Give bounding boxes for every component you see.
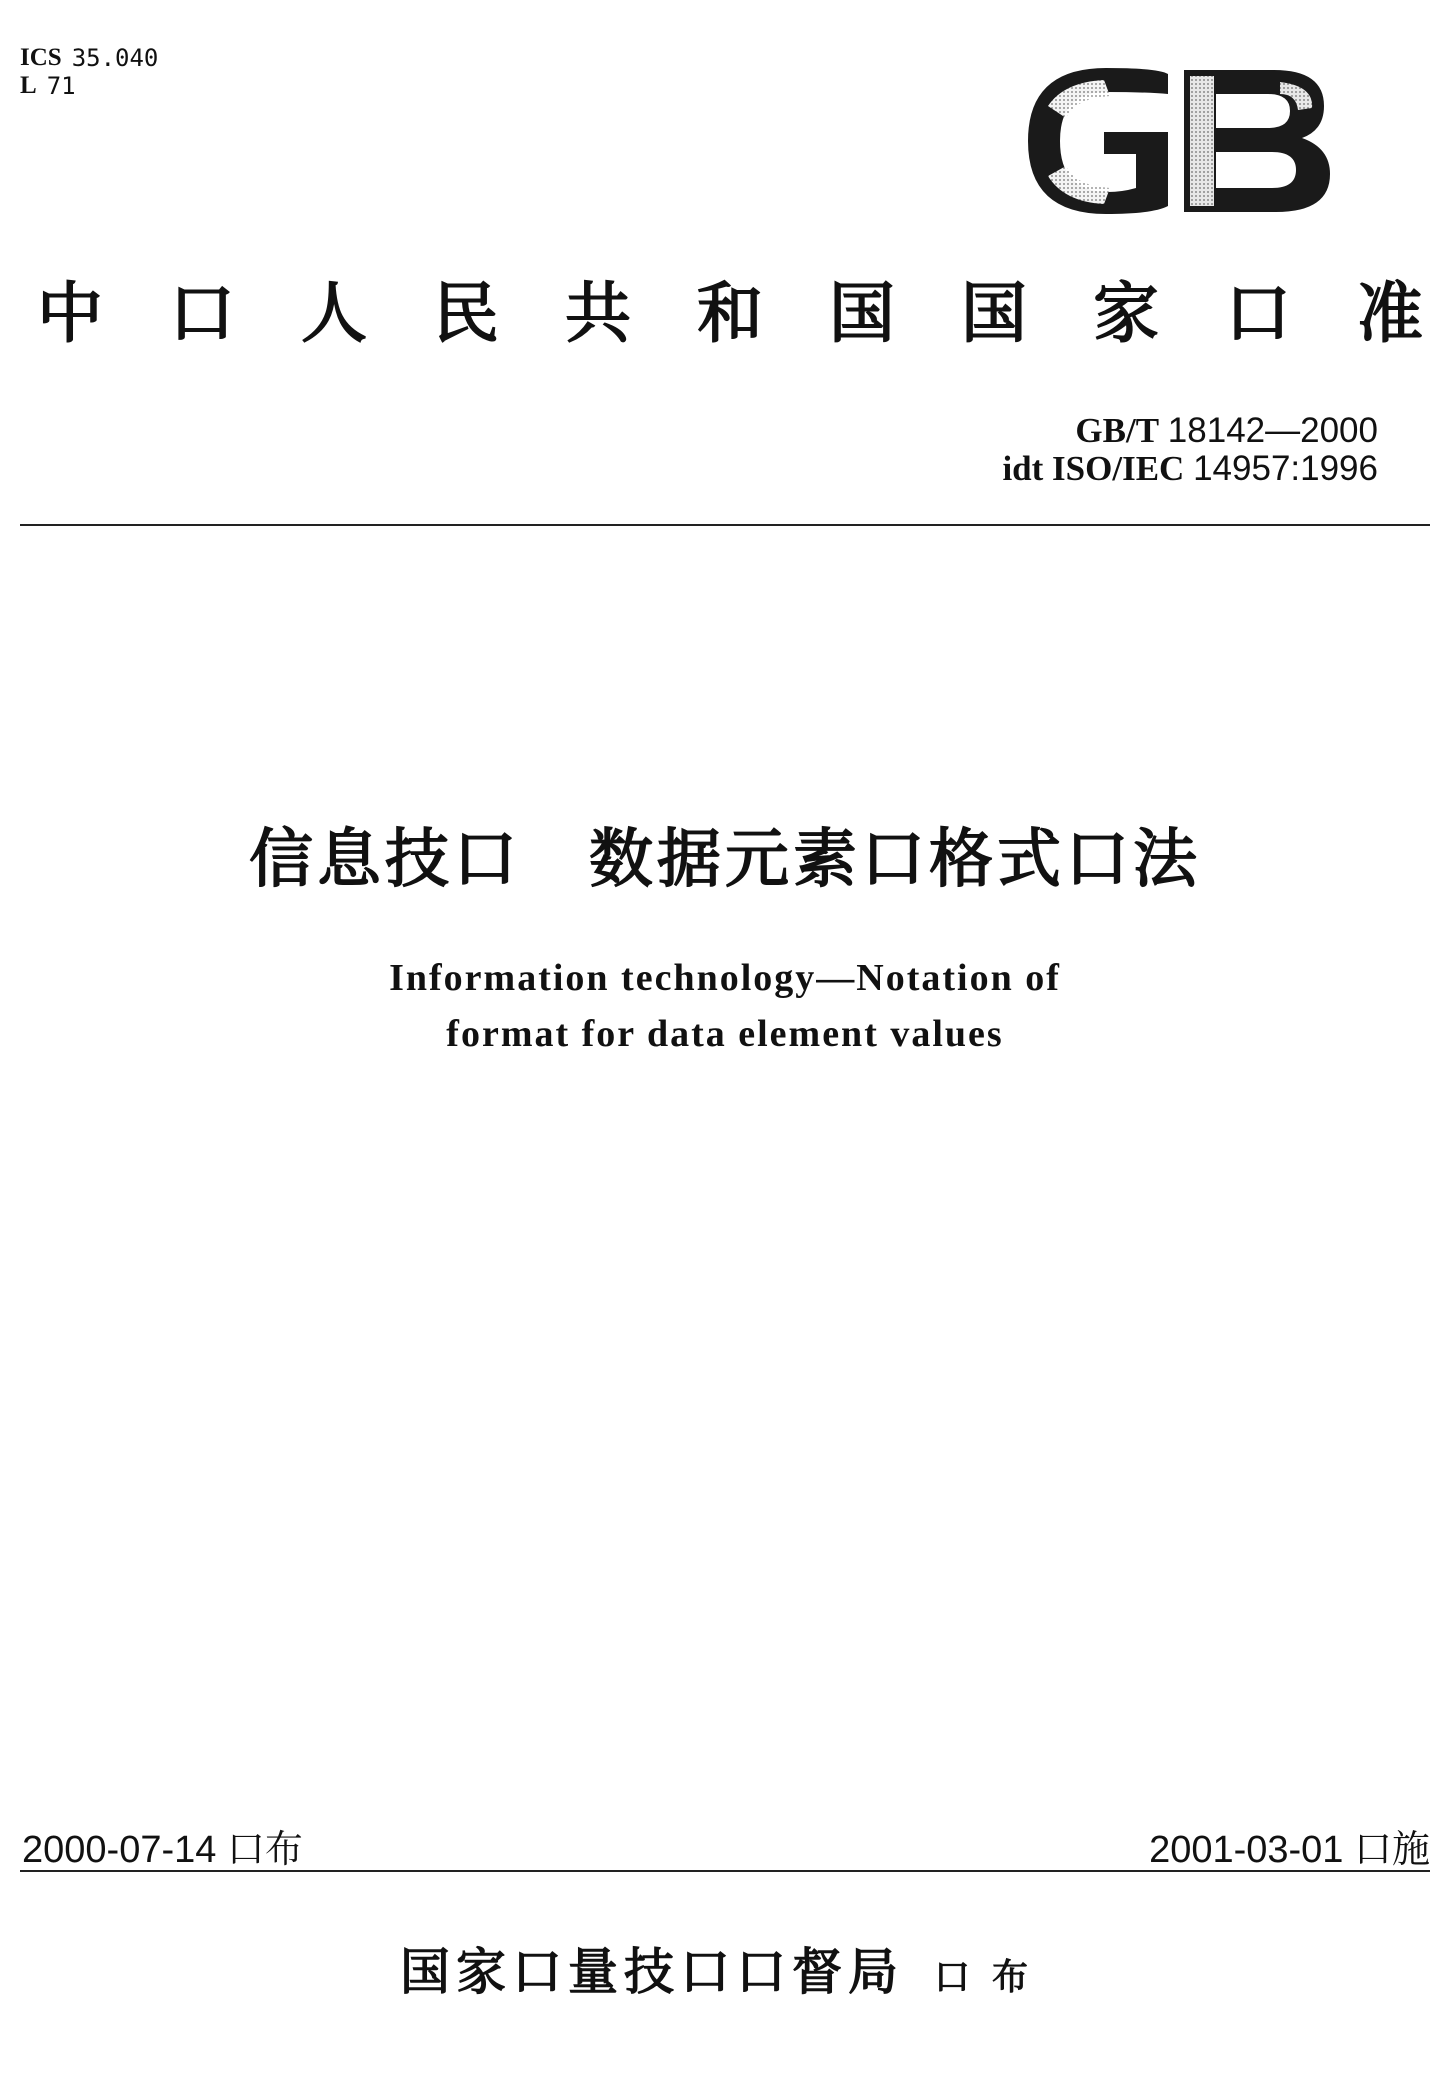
heading-char: 和	[697, 274, 763, 352]
issuing-authority	[0, 1932, 1450, 2004]
classification-codes	[20, 44, 158, 100]
chinese-title: 信息技口 数据元素口格式口法	[249, 823, 1201, 897]
top-divider	[20, 524, 1430, 526]
ics-label: ICS	[20, 44, 62, 71]
l-value: 71	[46, 72, 76, 100]
heading-char: 中	[37, 274, 103, 352]
heading-char: 准	[1357, 274, 1423, 352]
issue-date: 2000-07-14 口布	[22, 1829, 303, 1871]
issuer-suffix: 口布	[933, 1957, 1050, 1998]
heading-char: 国	[829, 274, 895, 352]
english-title-line: Information technology—Notation of	[389, 957, 1061, 999]
english-title-line: format for data element values	[446, 1013, 1004, 1055]
standard-prefix: GB/T	[1075, 411, 1160, 450]
heading-char: 家	[1093, 274, 1159, 352]
equivalent-prefix: idt ISO/IEC	[1002, 449, 1185, 488]
standard-code: 18142—2000	[1167, 411, 1378, 450]
english-title	[0, 950, 1450, 1062]
issuer-name: 国家口量技口口督局	[399, 1943, 904, 2001]
heading-char: 共	[565, 274, 631, 352]
standard-number	[1002, 412, 1378, 488]
heading-char: 口	[1225, 274, 1291, 352]
heading-char: 人	[301, 274, 367, 352]
bottom-divider	[20, 1870, 1430, 1872]
effective-date: 2001-03-01 口施	[1149, 1829, 1430, 1871]
heading-char: 口	[169, 274, 235, 352]
l-label: L	[20, 72, 37, 99]
gb-logo	[1018, 66, 1338, 216]
heading-char: 民	[433, 274, 499, 352]
national-standard-heading	[20, 262, 1440, 352]
heading-char: 国	[961, 274, 1027, 352]
ics-value: 35.040	[71, 44, 159, 72]
equivalent-code: 14957:1996	[1193, 449, 1378, 488]
